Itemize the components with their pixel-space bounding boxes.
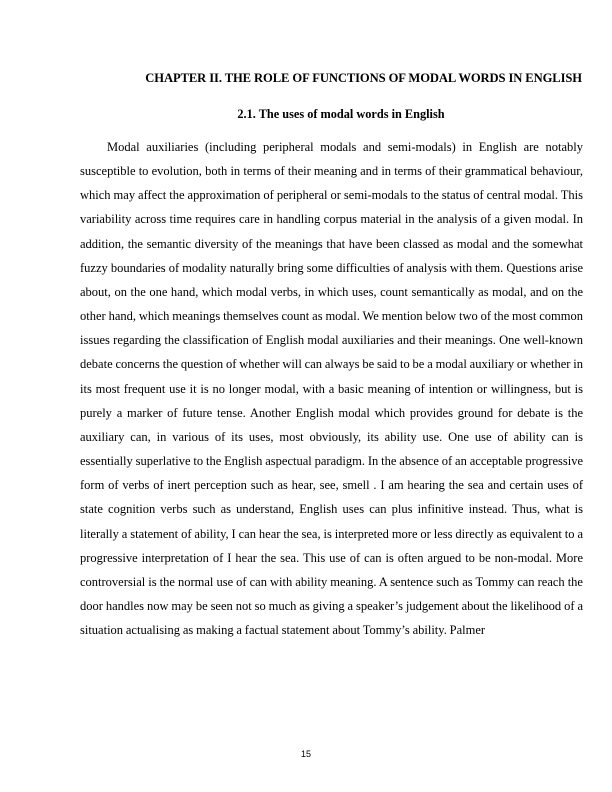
page-number: 15 — [300, 749, 311, 759]
section-title: 2.1. The uses of modal words in English — [237, 107, 445, 121]
chapter-title: CHAPTER II. THE ROLE OF FUNCTIONS OF MODAL WORDS IN ENGLISH — [145, 71, 582, 85]
body-paragraph: Modal auxiliaries (including peripheral modals and semi-modals) in English are notably susceptible to evolution, both in terms of their meaning and in terms of their grammatical behaviour, which may affect the approximation of peripheral or semi-modals to the status of central modal. This variability across time requires care in handling corpus material in the analysis of a given modal. In addition, the semantic diversity of the meanings that have been classed as modal and the somewhat fuzzy boundaries of modality naturally bring some difficulties of analysis with them. Questions arise about, on the one hand, which modal verbs, in which uses, count semantically as modal, and on the other hand, which meanings themselves count as modal. We mention below two of the most common issues regarding the classification of English modal auxiliaries and their meanings. One well-known debate concerns the question of whether will can always be said to be a modal auxiliary or whether in its most frequent use it is no longer modal, with a basic meaning of intention or willingness, but is purely a marker of future tense. Another English modal which provides ground for debate is the auxiliary can, in various of its uses, most obviously, its ability use. One use of ability can is essentially superlative to the English aspectual paradigm. In the absence of an acceptable progressive form of verbs of inert perception such as hear, see, smell . I am hearing the sea and certain uses of state cognition verbs such as understand, English uses can plus infinitive instead. Thus, what is literally a statement of ability, I can hear the sea, is interpreted more or less directly as equivalent to a progressive interpretation of I hear the sea. This use of can is often argued to be non-modal. More controversial is the normal use of can with ability meaning. A sentence such as Tommy can reach the door handles now may be seen not so much as giving a speaker’s judgement about the likelihood of a situation actualising as making a factual statement about Tommy’s ability. Palmer — [80, 140, 583, 638]
